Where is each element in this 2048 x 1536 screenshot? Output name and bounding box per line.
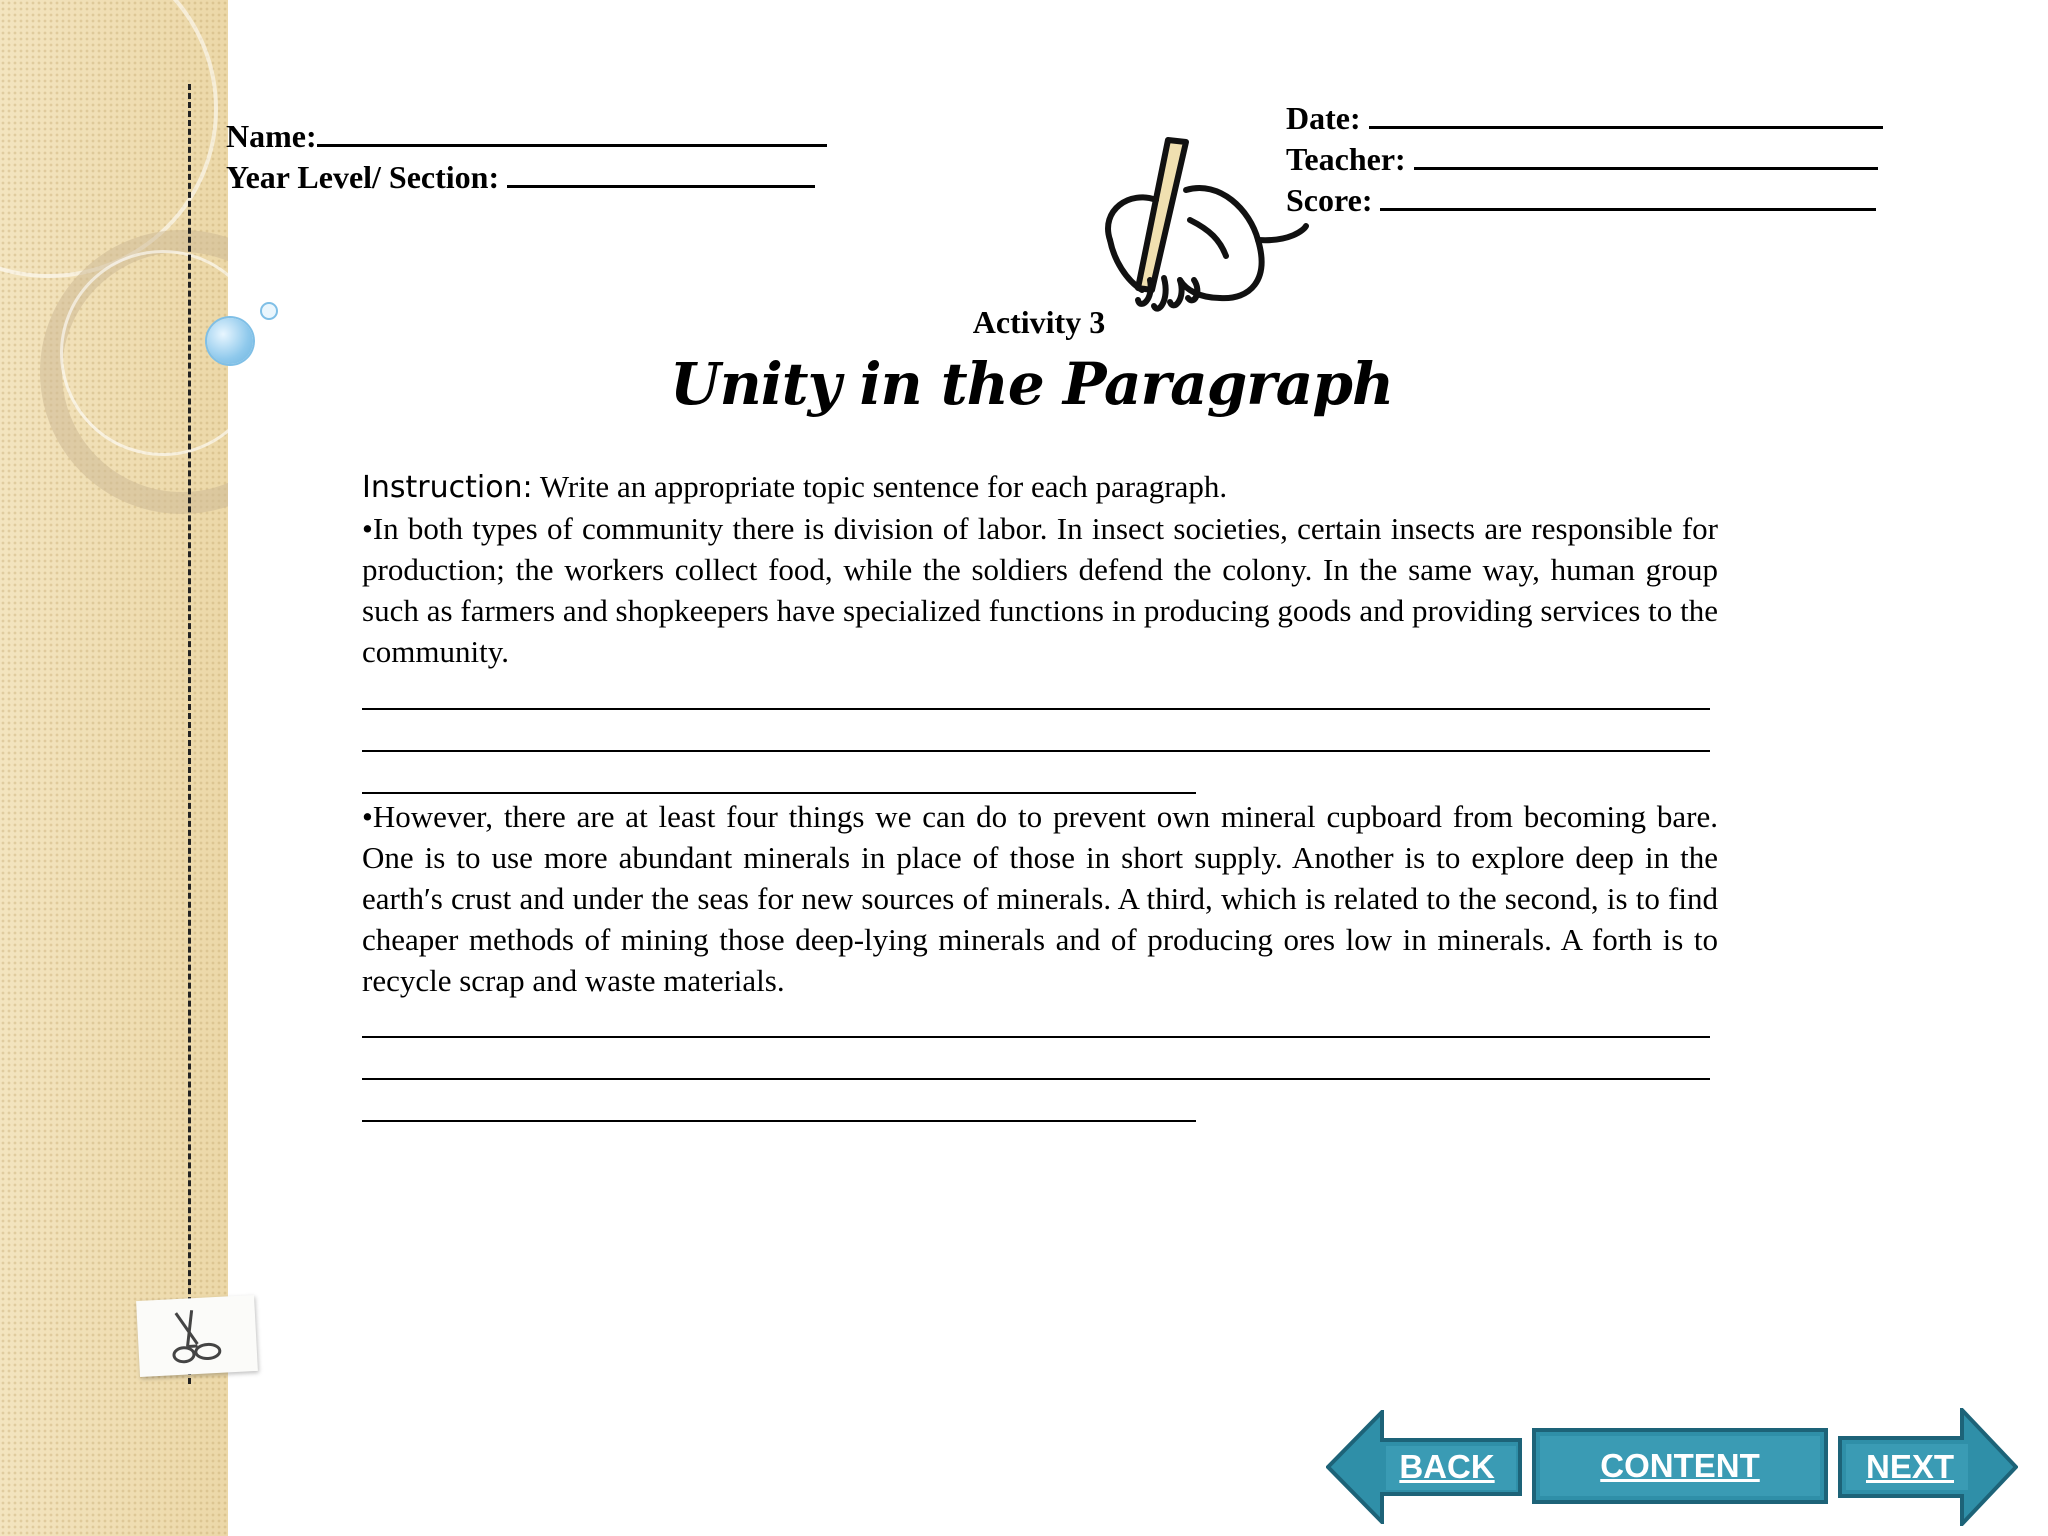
instruction-label: Instruction: xyxy=(362,470,533,505)
content-label: CONTENT xyxy=(1600,1447,1760,1484)
instruction-block xyxy=(362,466,1718,672)
paragraph-1: •In both types of community there is division of labor. In insect societies, certain insects are responsible for production; the workers collect food, while the soldiers defend the colony. In the same way, human group such as farmers and shopkeepers have specialized functions in producing goods and providing services to the community. xyxy=(362,511,1718,669)
teacher-label: Teacher: xyxy=(1286,141,1406,177)
answer-line[interactable] xyxy=(362,708,1710,710)
cut-line xyxy=(188,84,191,1384)
instruction-text: Write an appropriate topic sentence for each paragraph. xyxy=(532,469,1228,504)
teacher-field xyxy=(1286,141,1878,178)
name-label: Name: xyxy=(226,118,317,154)
answer-line[interactable] xyxy=(362,1078,1710,1080)
paragraph-2-block xyxy=(362,796,1718,1001)
year-section-label: Year Level/ Section: xyxy=(226,159,500,195)
year-section-field xyxy=(226,159,815,196)
score-field xyxy=(1286,182,1876,219)
answer-line[interactable] xyxy=(362,1036,1710,1038)
score-blank[interactable] xyxy=(1380,182,1876,211)
scissors-icon xyxy=(136,1295,258,1377)
content-button[interactable] xyxy=(1532,1428,1828,1504)
answer-line[interactable] xyxy=(362,1120,1196,1122)
answer-line[interactable] xyxy=(362,750,1710,752)
date-label: Date: xyxy=(1286,100,1361,136)
paragraph-2: •However, there are at least four things we can do to prevent own mineral cupboard from becoming bare. One is to use more abundant minerals in place of those in short supply. Another is to explore deep in the earth′s crust and under the seas for new sources of minerals. A third, which is related to the second, is to find cheaper methods of mining those deep-lying minerals and of producing ores low in minerals. A forth is to recycle scrap and waste materials. xyxy=(362,799,1718,998)
back-button[interactable] xyxy=(1326,1410,1522,1524)
answer-line[interactable] xyxy=(362,792,1196,794)
activity-title: Unity in the Paragraph xyxy=(670,350,1394,418)
teacher-blank[interactable] xyxy=(1414,141,1878,170)
next-label: NEXT xyxy=(1865,1448,1954,1485)
instruction xyxy=(362,466,1718,508)
name-field xyxy=(226,118,827,155)
back-label: BACK xyxy=(1399,1448,1495,1485)
activity-number: Activity 3 xyxy=(972,304,1106,340)
score-label: Score: xyxy=(1286,182,1373,218)
next-button[interactable] xyxy=(1838,1408,2018,1526)
year-section-blank[interactable] xyxy=(507,159,815,188)
date-field xyxy=(1286,100,1883,137)
name-blank[interactable] xyxy=(317,118,827,147)
date-blank[interactable] xyxy=(1369,100,1883,129)
